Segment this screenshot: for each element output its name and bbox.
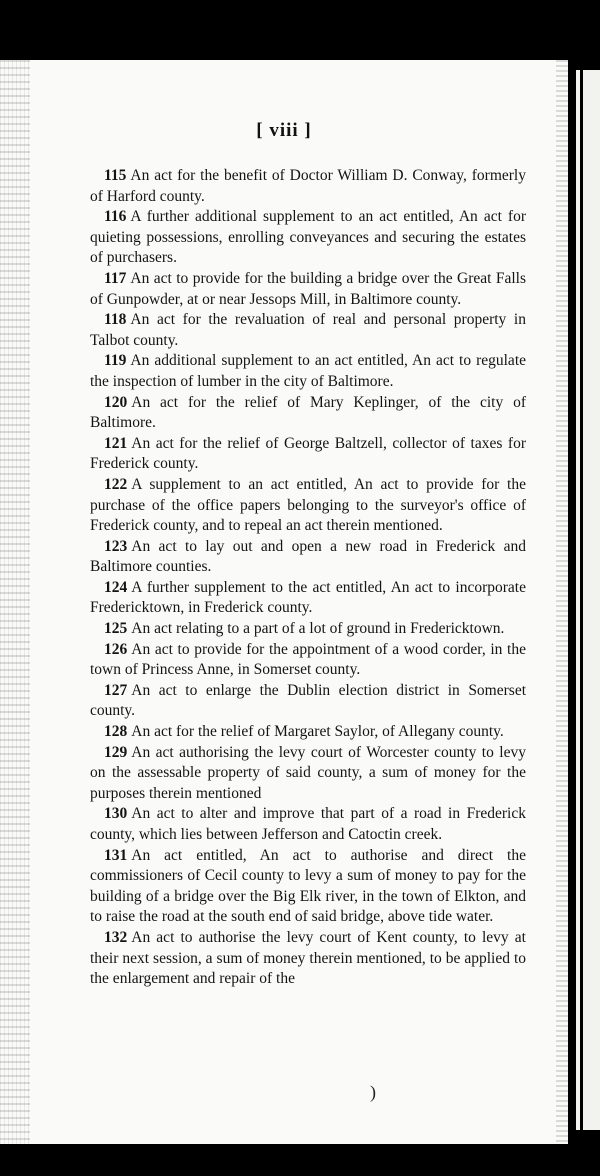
act-entry-117 (90, 269, 526, 310)
act-title: An act to lay out and open a new road in Frederick and Baltimore counties. (90, 537, 526, 576)
act-number: 129 (104, 743, 128, 761)
act-number: 115 (104, 167, 127, 184)
act-title: An act to provide for the building a bridge over the Great Falls of Gunpowder, at or near Jessops Mill, in Baltimore county. (90, 269, 526, 308)
act-list (90, 166, 526, 990)
act-title: An act for the relief of Mary Keplinger, of the city of Baltimore. (90, 393, 526, 432)
act-entry-127 (90, 681, 526, 722)
act-entry-124 (90, 578, 526, 619)
act-number: 116 (104, 208, 127, 226)
act-entry-121 (90, 434, 526, 475)
act-entry-115 (90, 166, 526, 207)
act-title: An additional supplement to an act entitled, An act to regulate the inspection of lumber in the city of Baltimore. (90, 352, 526, 390)
act-entry-119 (90, 351, 526, 392)
page-right-edge-texture (556, 60, 568, 1144)
act-entry-126 (90, 640, 526, 681)
act-number: 131 (104, 846, 128, 864)
act-entry-122 (90, 475, 526, 537)
act-title: An act for the relief of George Baltzell, collector of taxes for Frederick county. (90, 434, 526, 473)
page-left-edge-texture (0, 60, 30, 1144)
act-title: An act to provide for the appointment of a wood corder, in the town of Princess Anne, in Somerset county. (90, 640, 526, 679)
act-number: 127 (104, 681, 128, 699)
act-entry-120 (90, 393, 526, 434)
act-title: An act to enlarge the Dublin election district in Somerset county. (90, 681, 526, 720)
act-number: 121 (104, 434, 128, 452)
act-entry-131 (90, 846, 526, 928)
act-number: 130 (104, 805, 128, 823)
act-number: 123 (104, 537, 128, 555)
page-footer-mark: ) (370, 1082, 376, 1102)
act-entry-123 (90, 537, 526, 578)
act-title: An act entitled, An act to authorise and direct the commissioners of Cecil county to levy a sum of money to pay for the building of a bridge over the Big Elk river, in the town of Elkton, and to raise the road at the south end of said bridge, above tide water. (90, 846, 526, 926)
act-number: 132 (104, 928, 128, 946)
act-title: An act for the benefit of Doctor William D. Conway, formerly of Harford county. (90, 167, 526, 205)
act-entry-129 (90, 743, 526, 805)
act-title: A supplement to an act entitled, An act to provide for the purchase of the office papers belonging to the surveyor's office of Frederick county, and to repeal an act therein mentioned. (90, 475, 526, 535)
act-title: An act to alter and improve that part of a road in Frederick county, which lies between Jefferson and Catoctin creek. (90, 805, 526, 843)
act-number: 125 (104, 620, 128, 638)
act-title: A further additional supplement to an act entitled, An act for quieting possessions, enrolling conveyances and securing the estates of purchasers. (90, 208, 526, 267)
facing-page-edge (576, 70, 600, 1130)
act-number: 122 (104, 475, 128, 493)
act-number: 119 (104, 352, 127, 370)
act-entry-125 (90, 619, 526, 640)
act-number: 117 (104, 269, 127, 287)
act-entry-118 (90, 310, 526, 351)
act-number: 128 (104, 723, 128, 741)
act-number: 126 (104, 640, 128, 658)
act-number: 120 (104, 393, 128, 411)
act-number: 124 (104, 578, 128, 596)
act-title: An act for the relief of Margaret Saylor, of Allegany county. (131, 723, 504, 741)
book-page (0, 60, 568, 1144)
act-entry-130 (90, 804, 526, 845)
act-number: 118 (104, 311, 127, 329)
page-number: [ viii ] (256, 120, 312, 141)
act-title: An act for the revaluation of real and personal property in Talbot county. (90, 311, 526, 349)
act-title: An act authorising the levy court of Worcester county to levy on the assessable property of said county, a sum of money for the purposes therein mentioned (90, 743, 526, 802)
act-title: An act relating to a part of a lot of ground in Fredericktown. (131, 620, 505, 638)
act-entry-132 (90, 928, 526, 990)
book-gutter (568, 60, 576, 1144)
act-entry-128 (90, 722, 526, 743)
act-title: A further supplement to the act entitled, An act to incorporate Fredericktown, in Frederick county. (90, 578, 526, 617)
act-title: An act to authorise the levy court of Kent county, to levy at their next session, a sum of money therein mentioned, to be applied to the enlargement and repair of the (90, 928, 526, 988)
act-entry-116 (90, 207, 526, 269)
